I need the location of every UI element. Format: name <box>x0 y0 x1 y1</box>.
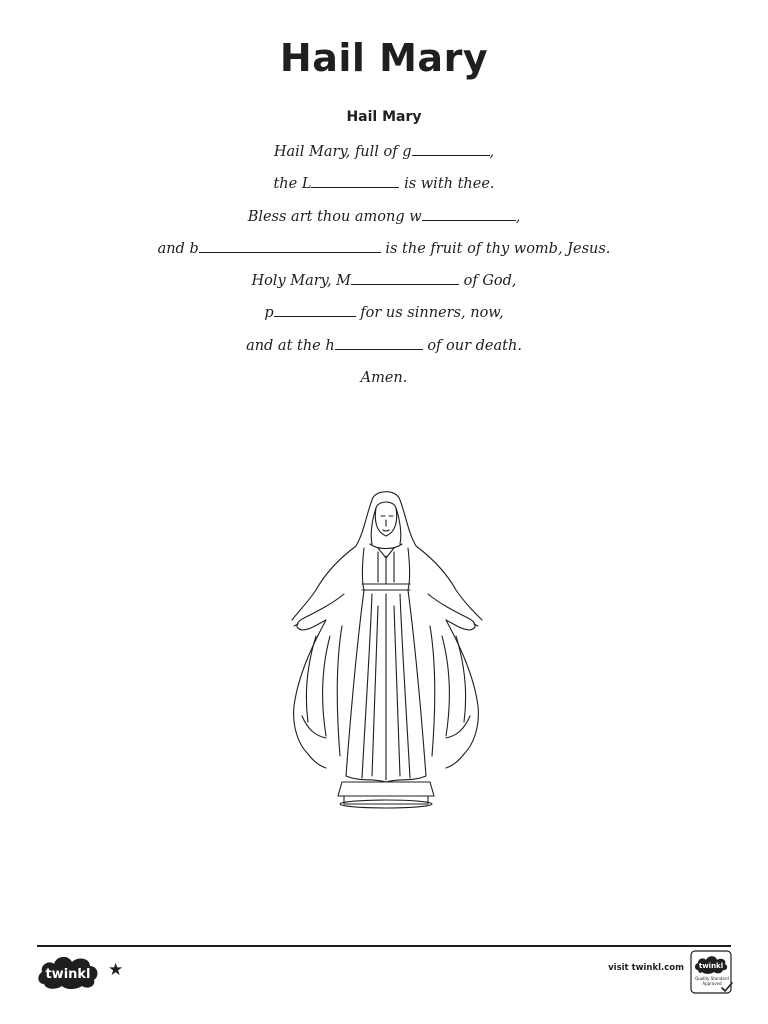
answer-blank[interactable] <box>412 141 490 156</box>
virgin-mary-statue-icon <box>286 486 486 812</box>
prayer-line-text: is with thee. <box>399 176 495 193</box>
prayer-heading: Hail Mary <box>346 109 422 125</box>
answer-blank[interactable] <box>422 206 516 221</box>
badge-logo-text: twinkl <box>698 962 724 970</box>
answer-blank[interactable] <box>199 238 381 253</box>
prayer-line <box>0 139 768 171</box>
prayer-line <box>0 300 768 332</box>
answer-blank[interactable] <box>351 270 459 285</box>
prayer-line-text: for us sinners, now, <box>355 305 504 322</box>
prayer-line-text: of our death. <box>422 337 522 354</box>
badge-line-2: Approved <box>702 980 722 986</box>
prayer-line-text: , <box>489 144 495 160</box>
prayer-line-text: of God, <box>459 273 517 290</box>
twinkl-logo[interactable] <box>36 954 100 990</box>
prayer-text <box>0 139 768 397</box>
answer-blank[interactable] <box>311 173 399 188</box>
footer-divider <box>37 945 731 947</box>
prayer-line <box>0 171 768 203</box>
prayer-line-text: p <box>264 305 274 322</box>
prayer-line <box>0 236 768 268</box>
prayer-line <box>0 204 768 236</box>
prayer-line-text: Hail Mary, full of g <box>273 144 412 160</box>
prayer-line-text: Holy Mary, M <box>251 273 352 290</box>
prayer-line <box>0 268 768 300</box>
answer-blank[interactable] <box>335 335 423 350</box>
prayer-line-text: , <box>515 208 521 225</box>
prayer-line <box>0 365 768 397</box>
badge-line-1: Quality Standard <box>695 976 729 981</box>
prayer-line-text: Amen. <box>360 370 408 387</box>
prayer-line-text: the L <box>273 176 312 193</box>
answer-blank[interactable] <box>274 302 356 317</box>
prayer-line-text: and b <box>157 240 199 257</box>
prayer-line <box>0 333 768 365</box>
star-icon[interactable]: ★ <box>108 960 124 980</box>
prayer-line-text: and at the h <box>246 337 335 354</box>
quality-standard-badge <box>690 950 734 994</box>
logo-text: twinkl <box>45 967 91 982</box>
visit-link[interactable]: visit twinkl.com <box>608 963 684 973</box>
prayer-line-text: is the fruit of thy womb, Jesus. <box>380 240 611 257</box>
page-title: Hail Mary <box>279 36 489 80</box>
prayer-line-text: Bless art thou among w <box>247 208 422 225</box>
